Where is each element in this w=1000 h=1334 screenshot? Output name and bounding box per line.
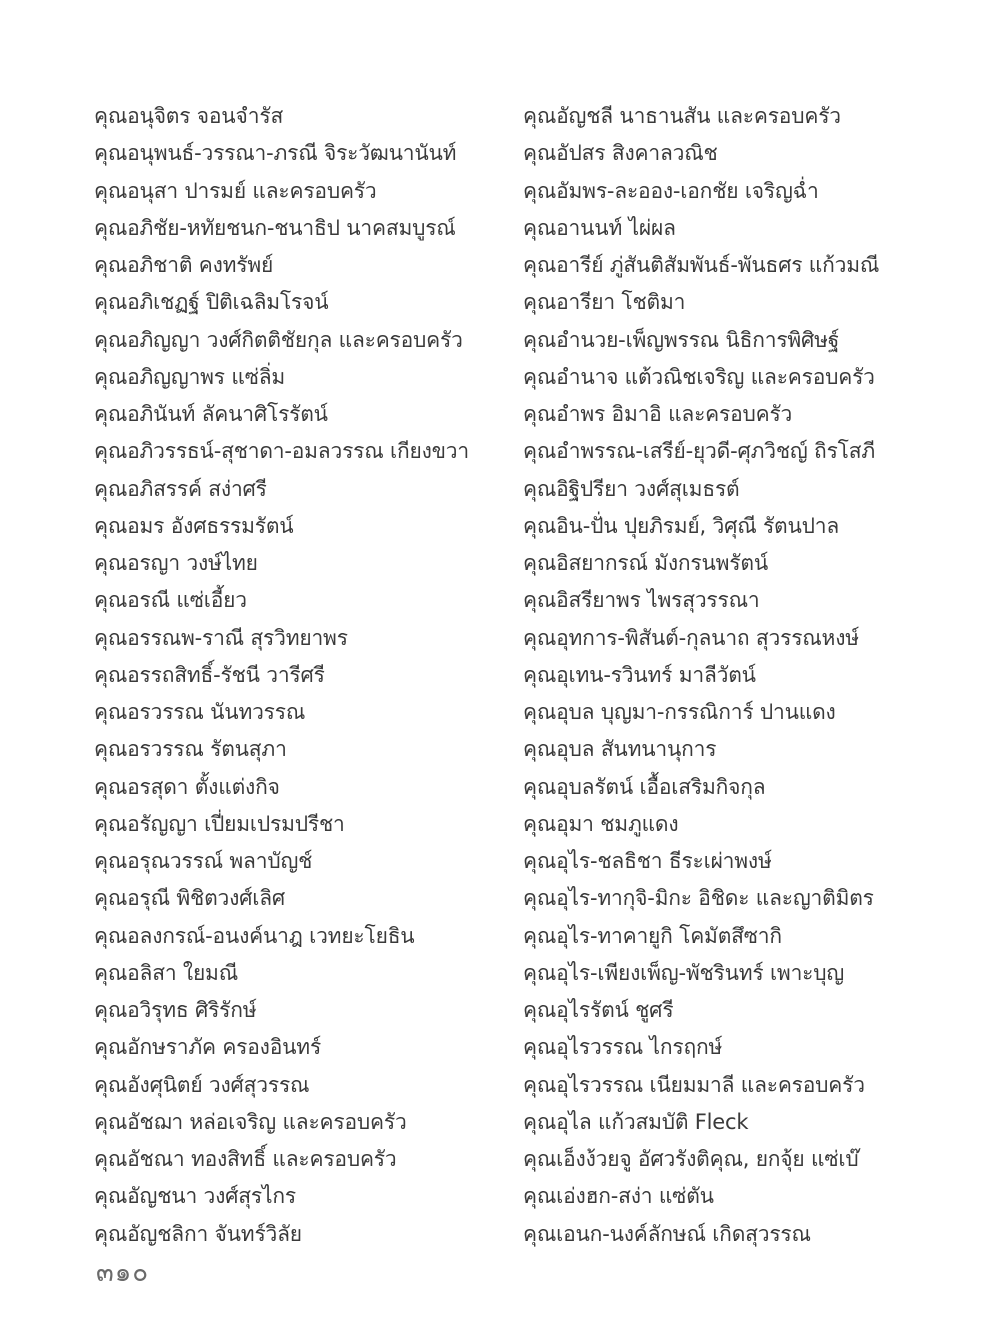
list-item: คุณอุไล แก้วสมบัติ Fleck xyxy=(523,1109,749,1134)
list-item: คุณอภิญญา วงศ์กิตติชัยกุล และครอบครัว xyxy=(94,327,463,352)
list-item: คุณอิน-ปั่น ปุยภิรมย์, วิศุณี รัตนปาล xyxy=(523,513,840,538)
list-item: คุณอุไรรัตน์ ชูศรี xyxy=(523,998,674,1022)
list-item: คุณอุไร-เพียงเพ็ญ-พัชรินทร์ เพาะบุญ xyxy=(523,960,845,985)
right-name-list xyxy=(523,98,943,1253)
list-item: คุณอภินันท์ ลัคนาศิโรรัตน์ xyxy=(94,402,328,426)
list-item: คุณเอ็งง้วยจู อัศวรังติคุณ, ยกจุ้ย แซ่เบ๊ xyxy=(523,1147,859,1171)
list-item: คุณอิฐิปรียา วงศ์สุเมธรต์ xyxy=(523,476,740,501)
list-item: คุณอำพร อิมาอิ และครอบครัว xyxy=(523,402,793,426)
list-item: คุณอำนาจ แต้วณิชเจริญ และครอบครัว xyxy=(523,364,875,389)
list-item: คุณอนุจิตร จอนจำรัส xyxy=(94,104,284,128)
list-item: คุณอรสุดา ตั้งแต่งกิจ xyxy=(94,774,280,799)
list-item: คุณอลิสา ใยมณี xyxy=(94,960,238,985)
list-item: คุณอัชณา ทองสิทธิ์ และครอบครัว xyxy=(94,1147,397,1171)
page-number: ๓๑๐ xyxy=(96,1258,150,1288)
list-item: คุณอำพรรณ-เสรีย์-ยุวดี-ศุภวิชญ์ ถิรโสภี xyxy=(523,439,875,464)
list-item: คุณอุบล บุญมา-กรรณิการ์ ปานแดง xyxy=(523,700,836,724)
list-item: คุณอภิญญาพร แซ่ลิ่ม xyxy=(94,364,286,389)
list-item: คุณอุบลรัตน์ เอื้อเสริมกิจกุล xyxy=(523,774,766,799)
list-item: คุณอุไรวรรณ ไกรฤกษ์ xyxy=(523,1035,723,1060)
list-item: คุณอภิชาติ คงทรัพย์ xyxy=(94,253,274,277)
list-item: คุณอุไรวรรณ เนียมมาลี และครอบครัว xyxy=(523,1072,865,1097)
list-item: คุณอมร อังศธรรมรัตน์ xyxy=(94,513,294,538)
list-item: คุณอรรถสิทธิ์-รัชนี วารีศรี xyxy=(94,662,325,687)
list-item: คุณอภิวรรธน์-สุชาดา-อมลวรรณ เกียงขวา xyxy=(94,439,469,464)
list-item: คุณอภิเชฏฐ์ ปิติเฉลิมโรจน์ xyxy=(94,290,329,315)
list-item: คุณอารียา โชติมา xyxy=(523,290,686,315)
list-item: คุณอรุณี พิชิตวงศ์เลิศ xyxy=(94,886,286,911)
list-item: คุณอัมพร-ละออง-เอกชัย เจริญฉ่ำ xyxy=(523,178,819,203)
list-item: คุณอุไร-ทาคายูกิ โคมัตสึซากิ xyxy=(523,923,782,948)
list-item: คุณอรณี แซ่เอี้ยว xyxy=(94,588,247,613)
list-item: คุณอานนท์ ไผ่ผล xyxy=(523,215,676,240)
list-item: คุณอรญา วงษ์ไทย xyxy=(94,551,258,575)
list-item: คุณอุมา ชมภูแดง xyxy=(523,811,679,836)
list-item: คุณอนุสา ปารมย์ และครอบครัว xyxy=(94,178,377,203)
list-item: คุณอัญชลิกา จันทร์วิลัย xyxy=(94,1221,302,1246)
list-item: คุณอุไร-ทากุจิ-มิกะ อิชิดะ และญาติมิตร xyxy=(523,886,874,911)
list-item: คุณอวิรุทธ ศิริรักษ์ xyxy=(94,998,257,1022)
list-item: คุณอิสรียาพร ไพรสุวรรณา xyxy=(523,588,760,613)
list-item: คุณอรวรรณ นันทวรรณ xyxy=(94,700,306,724)
list-item: คุณอรัญญา เปี่ยมเปรมปรีชา xyxy=(94,811,345,836)
list-item: คุณเอนก-นงค์ลักษณ์ เกิดสุวรรณ xyxy=(523,1221,811,1246)
list-item: คุณอุเทน-รวินทร์ มาลีวัตน์ xyxy=(523,662,756,687)
list-item: คุณอารีย์ ภู่สันติสัมพันธ์-พันธศร แก้วมณี xyxy=(523,253,880,277)
list-item: คุณอุไร-ชลธิชา ธีระเผ่าพงษ์ xyxy=(523,849,772,873)
list-item: คุณอรรณพ-ราณี สุรวิทยาพร xyxy=(94,625,348,650)
list-item: คุณอัญชนา วงศ์สุรไกร xyxy=(94,1184,296,1209)
list-item: คุณอุบล สันทนานุการ xyxy=(523,737,717,762)
list-item: คุณอัปสร สิงคาลวณิช xyxy=(523,141,718,166)
left-name-list xyxy=(94,98,504,1253)
list-item: คุณเอ่งฮก-สง่า แซ่ตัน xyxy=(523,1184,714,1209)
list-item: คุณอภิสรรค์ สง่าศรี xyxy=(94,476,267,501)
list-item: คุณอังศุนิตย์ วงศ์สุวรรณ xyxy=(94,1072,310,1097)
list-item: คุณอนุพนธ์-วรรณา-ภรณี จิระวัฒนานันท์ xyxy=(94,141,457,166)
list-item: คุณอรวรรณ รัตนสุภา xyxy=(94,737,287,762)
list-item: คุณอภิชัย-หทัยชนก-ชนาธิป นาคสมบูรณ์ xyxy=(94,215,456,240)
list-item: คุณอลงกรณ์-อนงค์นาฎ เวทยะโยธิน xyxy=(94,923,415,948)
list-item: คุณอักษราภัค ครองอินทร์ xyxy=(94,1035,322,1060)
list-item: คุณอุทการ-พิสันต์-กุลนาถ สุวรรณหงษ์ xyxy=(523,625,859,650)
list-item: คุณอัชฌา หล่อเจริญ และครอบครัว xyxy=(94,1109,407,1134)
list-item: คุณอิสยากรณ์ มังกรนพรัตน์ xyxy=(523,551,768,575)
list-item: คุณอำนวย-เพ็ญพรรณ นิธิการพิศิษฐ์ xyxy=(523,327,840,352)
list-item: คุณอัญชลี นาธานสัน และครอบครัว xyxy=(523,104,841,128)
list-item: คุณอรุณวรรณ์ พลาบัญช์ xyxy=(94,849,313,873)
